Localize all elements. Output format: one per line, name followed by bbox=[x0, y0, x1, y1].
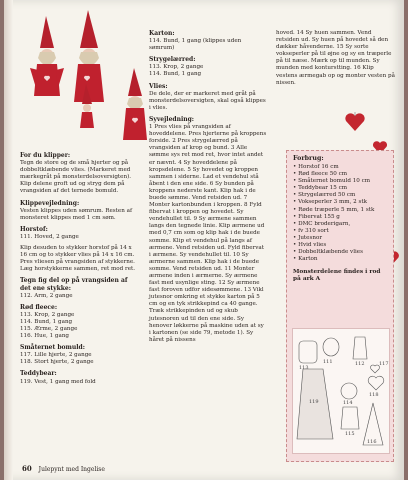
pattern-piece-112 bbox=[353, 337, 367, 359]
piece-number: 113 bbox=[299, 365, 309, 371]
piece-number: 117 bbox=[379, 361, 389, 367]
list-item: • Vokseperler 3 mm, 2 stk bbox=[293, 199, 387, 206]
teddy-heading: Teddybear: bbox=[20, 370, 57, 378]
piece-number: 115 bbox=[345, 431, 355, 437]
rod-item: 114. Bund, 1 gang bbox=[20, 318, 73, 325]
list-item: • Horstof 16 cm bbox=[293, 164, 387, 171]
stryg-item: 113. Krop, 2 gange bbox=[149, 64, 204, 71]
stryg-heading: Strygelærred: bbox=[149, 56, 196, 64]
piece-number: 118 bbox=[369, 392, 379, 398]
list-item: • Hvid vlies bbox=[293, 242, 387, 249]
smat-heading: Småternet bomuld: bbox=[20, 344, 85, 352]
piece-number: 119 bbox=[309, 399, 319, 405]
footer-title: Julepynt med Ingelise bbox=[38, 466, 105, 473]
materials-heading: Forbrug: bbox=[293, 155, 324, 162]
pattern-pieces bbox=[293, 329, 389, 453]
materials-list bbox=[287, 164, 393, 263]
list-item: • DMC broderigarn, bbox=[293, 221, 387, 228]
list-item: • Karton bbox=[293, 256, 387, 263]
hor-text-2: Klip desuden to stykker horstof på 14 x 16 cm og to stykker vlies på 14 x 16 cm. Pres vliesen på vrangsiden af stykkerne. Læg horstykkerne sammen, ret mod ret. bbox=[20, 245, 136, 273]
smat-item: 118. Stort hjerte, 2 gange bbox=[20, 359, 94, 366]
santa-figure-1 bbox=[30, 16, 64, 96]
piece-number: 112 bbox=[355, 361, 365, 367]
sy-continued-text: hoved. 14 Sy huen sammen. Vend retsiden ud. Sy huen på hovedet så den dækker håvenderne. 15 Sy sorte vokseperler på til øjne og sy en træperle på til næse. Mærk op til munden. Sy munden med konturstting. 16 Klip vestens ærmegab op og monter vesten på nissen. bbox=[276, 30, 395, 86]
vlies-heading: Vlies: bbox=[149, 82, 168, 90]
pattern-piece-111 bbox=[323, 338, 339, 356]
piece-number: 114 bbox=[343, 400, 353, 406]
pattern-overview bbox=[292, 328, 390, 454]
sy-heading: Syvejledning: bbox=[149, 115, 194, 123]
tegn-heading: Tegn fig del op på vrangsiden af det ene stykke: bbox=[20, 277, 128, 292]
pattern-note: Monsterdelene findes i rod på ark A bbox=[293, 269, 381, 283]
tegn-text: 112. Arm, 2 gange bbox=[20, 292, 73, 299]
intro-text: Tegn de store og de små hjerter og på dobbeltklæbende vlies. (Markeret med mærkegråt på monsterdelsoversigten). Klip delene groft ud og stryg dem på vrangsiden af det ternede bomuld. bbox=[20, 160, 132, 195]
hor-heading: Horstof: bbox=[20, 225, 48, 233]
klip-heading: Klippevejledning: bbox=[20, 199, 80, 207]
list-item: • Teddybear 15 cm bbox=[293, 185, 387, 192]
piece-number: 111 bbox=[323, 359, 333, 365]
list-item: • Rød fleece 50 cm bbox=[293, 171, 387, 178]
karton-text: 114. Bund, 1 gang (klippes uden sømrum) bbox=[149, 38, 242, 52]
column-1 bbox=[20, 148, 138, 386]
heart-icon bbox=[344, 112, 366, 132]
santa-figure-2 bbox=[74, 10, 104, 102]
list-item: • Strygelærred 50 cm bbox=[293, 192, 387, 199]
rod-item: 113. Krop, 2 gange bbox=[20, 311, 75, 318]
list-item: • Dobbeltklæbende vlies bbox=[293, 249, 387, 256]
piece-number: 116 bbox=[367, 439, 377, 445]
page-number: 60 bbox=[22, 464, 32, 473]
pattern-piece-113 bbox=[299, 341, 317, 363]
sy-text: 1 Pres vlies på vrangsiden af hoveddelene. Pres hjerterne på kroppens forside. 2 Pres strygelærred på vrangsiden af krop og bund. 3 Alle sømme sys ret mod ret, hvor intet andet er nævnt. 4 Sy hoveddelene på kropsdelene. 5 Sy hovedet og kroppen sammen i siderne. Lad et vendehul stå åbent i den ene side. 6 Sy bunden på kroppens nederste kant. Klip hak i de buede sømme. Vend retsiden ud. 7 Monter kartonbunden i kroppen. 8 Fyld fibervat i kroppen og hovedet. Sy vendehullet til. 9 Sy ærmene sammen langs den tegnede linie. Klip ærmene ud med 0,7 cm som og klip hak i de buede somme. Klip et vendehul på langs af ærmene. Vend retsiden ud. Fyld fibervat i ærmene. Sy vendehullet til. 10 Sy ærmerne sammen. Klip hak i de buede somme. Vend retsiden ud. 11 Monter ærmene inden i ærmerne. Sy ærmene fast med usynlige sting. 12 Sy ærmene fast foroven udfor sidesømmene. 13 Vikl jutesnor omkring et stykke karton på 5 cm og en tyk strikkepind ca 40 gange. Træk strikkepinden ud og skub jutesnoren ud til den ene side. Sy henover løkkerne på maskine uden at sy i kartonen (se side 79, metode 1). Sy håret på nissens bbox=[149, 124, 267, 343]
list-item: • Småternet bomuld 10 cm bbox=[293, 178, 387, 185]
vlies-text: De dele, der er markeret med gråt på monsterdelsoversigten, skal også klippes i vlies. bbox=[149, 90, 266, 111]
klip-text: Vesten klippes uden sømrum. Resten af monsteret klippes med 1 cm søm. bbox=[20, 207, 133, 221]
rod-item: 116. Hue, 1 gang bbox=[20, 333, 70, 340]
intro-heading: For du klipper: bbox=[20, 152, 71, 159]
list-item: • Røde træperle 5 mm, 1 stk bbox=[293, 207, 387, 214]
pattern-piece-115 bbox=[341, 407, 359, 429]
list-item: • Jutesnor bbox=[293, 235, 387, 242]
hor-text: 111. Hoved, 2 gange bbox=[20, 233, 79, 240]
rod-heading: Rød fleece: bbox=[20, 303, 58, 311]
rod-item: 115. Ærme, 2 gange bbox=[20, 325, 78, 332]
santa-figure-4 bbox=[123, 68, 147, 140]
stryg-item: 114. Bund, 1 gang bbox=[149, 71, 202, 78]
column-3 bbox=[276, 30, 396, 87]
smat-item: 117. Lille hjerte, 2 gange bbox=[20, 352, 92, 359]
pattern-piece-114 bbox=[341, 383, 357, 399]
list-item: • Fibervat 155 g bbox=[293, 214, 387, 221]
page bbox=[4, 0, 404, 480]
page-footer bbox=[22, 464, 105, 473]
santa-illustration bbox=[26, 8, 156, 146]
page-fold bbox=[4, 0, 13, 480]
teddy-text: 119. Vest, 1 gang med fold bbox=[20, 378, 96, 385]
karton-heading: Karton: bbox=[149, 30, 175, 37]
list-item: • fv 310 sort bbox=[293, 228, 387, 235]
pattern-piece-118 bbox=[368, 376, 384, 390]
column-2 bbox=[149, 30, 267, 344]
